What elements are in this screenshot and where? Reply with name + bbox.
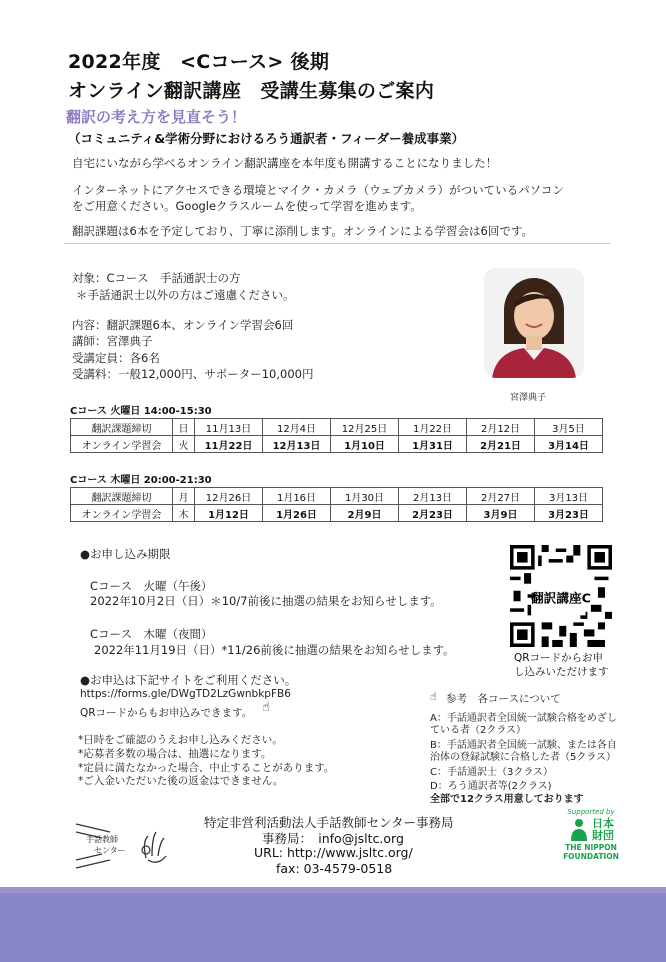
schedule-tue-heading: Cコース 火曜日 14:00-15:30 xyxy=(70,406,212,417)
office-email[interactable]: 事務局： info@jsltc.org xyxy=(262,831,404,846)
date-cell: 2月23日 xyxy=(399,505,467,522)
date-cell: 12月4日 xyxy=(263,419,331,436)
date-cell: 3月23日 xyxy=(535,505,603,522)
deadline-tue-text: 2022年10月2日（日）＊10/7前後に抽選の結果をお知らせします。 xyxy=(90,594,442,608)
nf-name-1: THE NIPPON xyxy=(565,843,617,852)
page-title-line1: 2022年度 <Cコース> 後期 xyxy=(68,51,330,73)
deadline-tue-label: Cコース 火曜（午後） xyxy=(90,579,213,593)
note-1: *日時をご確認のうえお申し込みください。 xyxy=(78,734,283,746)
content-text: 内容：翻訳課題6本、オンライン学習会6回 xyxy=(72,318,294,332)
pointing-hand-icon: ☝ xyxy=(430,690,437,703)
reference-d: D：ろう通訳者等(2クラス) xyxy=(430,781,552,792)
pointing-hand-icon: ☝ xyxy=(262,700,270,715)
sign-teacher-center-logo xyxy=(72,820,172,875)
reference-b-line1: B：手話通訳者全国統一試験、または各自 xyxy=(430,740,617,751)
row-label: オンライン学習会 xyxy=(71,436,173,453)
deadline-heading: ●お申し込み期限 xyxy=(80,547,171,561)
nf-mark-icon xyxy=(568,817,590,843)
reference-a-line2: ている者（2クラス） xyxy=(430,725,527,736)
date-cell: 1月10日 xyxy=(331,436,399,453)
page-title-line2: オンライン翻訳講座 受講生募集のご案内 xyxy=(68,80,435,102)
date-cell: 1月16日 xyxy=(263,488,331,505)
table-row xyxy=(71,419,603,436)
table-row xyxy=(71,505,603,522)
nf-supported-text: Supported by xyxy=(567,808,615,816)
qr-code[interactable] xyxy=(510,545,612,647)
date-cell: 12月13日 xyxy=(263,436,331,453)
lecturer-photo xyxy=(484,268,584,378)
date-cell: 2月12日 xyxy=(467,419,535,436)
date-cell: 3月5日 xyxy=(535,419,603,436)
logo-text-1: 手話教師 xyxy=(86,835,118,844)
nf-kanji-1: 日本 xyxy=(592,817,614,830)
row-weekday: 木 xyxy=(173,505,195,522)
date-cell: 11月22日 xyxy=(195,436,263,453)
intro-paragraph-2a: インターネットにアクセスできる環境とマイク・カメラ（ウェブカメラ）がついているパソコン xyxy=(72,183,564,197)
lecturer-text: 講師：宮澤典子 xyxy=(72,334,153,348)
reference-b-line2: 治体の登録試験に合格した者（5クラス） xyxy=(430,752,617,763)
note-2: *応募者多数の場合は、抽選になります。 xyxy=(78,748,272,760)
date-cell: 1月26日 xyxy=(263,505,331,522)
reference-total: 全部で12クラス用意しております xyxy=(430,794,584,805)
bottom-band xyxy=(0,887,666,962)
schedule-thu-heading: Cコース 木曜日 20:00-21:30 xyxy=(70,475,212,486)
nf-name-2: FOUNDATION xyxy=(563,852,619,861)
fee-text: 受講料：一般12,000円、サポーター10,000円 xyxy=(72,367,314,381)
capacity-text: 受講定員：各6名 xyxy=(72,351,160,365)
row-weekday: 火 xyxy=(173,436,195,453)
date-cell: 11月13日 xyxy=(195,419,263,436)
note-3: *定員に満たなかった場合、中止することがあります。 xyxy=(78,762,335,774)
date-cell: 1月22日 xyxy=(399,419,467,436)
date-cell: 3月13日 xyxy=(535,488,603,505)
intro-paragraph-1: 自宅にいながら学べるオンライン翻訳講座を本年度も開講することになりました！ xyxy=(72,156,498,170)
apply-url[interactable]: https://forms.gle/DWgTD2LzGwnbkpFB6 xyxy=(80,688,291,700)
date-cell: 1月30日 xyxy=(331,488,399,505)
table-row xyxy=(71,436,603,453)
row-weekday: 日 xyxy=(173,419,195,436)
target-note: ＊手話通訳士以外の方はご遠慮ください。 xyxy=(76,288,295,302)
apply-qr-note: QRコードからもお申込みできます。 xyxy=(80,707,253,719)
schedule-thu-table xyxy=(70,487,603,522)
divider xyxy=(64,243,610,244)
program-name: （コミュニティ&学術分野におけるろう通訳者・フィーダー養成事業） xyxy=(68,131,465,146)
nf-kanji-2: 財団 xyxy=(592,829,614,842)
deadline-thu-label: Cコース 木曜（夜間） xyxy=(90,627,213,641)
row-label: 翻訳課題締切 xyxy=(71,488,173,505)
row-weekday: 月 xyxy=(173,488,195,505)
date-cell: 12月25日 xyxy=(331,419,399,436)
row-label: オンライン学習会 xyxy=(71,505,173,522)
reference-heading: 参考 各コースについて xyxy=(446,693,561,705)
qr-text-line2: し込みいただけます xyxy=(514,666,609,678)
target-text: 対象：Cコース 手話通訳士の方 xyxy=(72,271,241,285)
date-cell: 3月9日 xyxy=(467,505,535,522)
subtitle: 翻訳の考え方を見直そう！ xyxy=(66,108,247,126)
reference-c: C：手話通訳士（3クラス） xyxy=(430,767,554,778)
date-cell: 1月12日 xyxy=(195,505,263,522)
nippon-foundation-logo xyxy=(556,808,626,873)
photo-caption: 宮澤典子 xyxy=(510,393,547,403)
date-cell: 12月26日 xyxy=(195,488,263,505)
date-cell: 2月27日 xyxy=(467,488,535,505)
logo-text-2: センター xyxy=(94,846,126,855)
table-row xyxy=(71,488,603,505)
office-fax: fax: 03-4579-0518 xyxy=(276,861,393,876)
date-cell: 2月13日 xyxy=(399,488,467,505)
row-label: 翻訳課題締切 xyxy=(71,419,173,436)
qr-label: 翻訳講座C xyxy=(531,590,591,606)
date-cell: 2月21日 xyxy=(467,436,535,453)
schedule-tue-table xyxy=(70,418,603,453)
apply-heading: ●お申込は下記サイトをご利用ください。 xyxy=(80,673,297,687)
qr-text-line1: QRコードからお申 xyxy=(514,652,604,664)
intro-paragraph-2b: をご用意ください。Googleクラスルームを使って学習を進めます。 xyxy=(72,199,422,213)
intro-paragraph-3: 翻訳課題は6本を予定しており、丁寧に添削します。オンラインによる学習会は6回です。 xyxy=(72,224,533,238)
date-cell: 1月31日 xyxy=(399,436,467,453)
office-url[interactable]: URL: http://www.jsltc.org/ xyxy=(254,845,413,860)
date-cell: 2月9日 xyxy=(331,505,399,522)
date-cell: 3月14日 xyxy=(535,436,603,453)
note-4: *ご入金いただいた後の返金はできません。 xyxy=(78,775,284,787)
deadline-thu-text: 2022年11月19日（日）*11/26前後に抽選の結果をお知らせします。 xyxy=(94,643,455,657)
reference-a-line1: A：手話通訳者全国統一試験合格をめざし xyxy=(430,713,617,724)
org-name: 特定非営利活動法人手話教師センター事務局 xyxy=(204,815,454,830)
